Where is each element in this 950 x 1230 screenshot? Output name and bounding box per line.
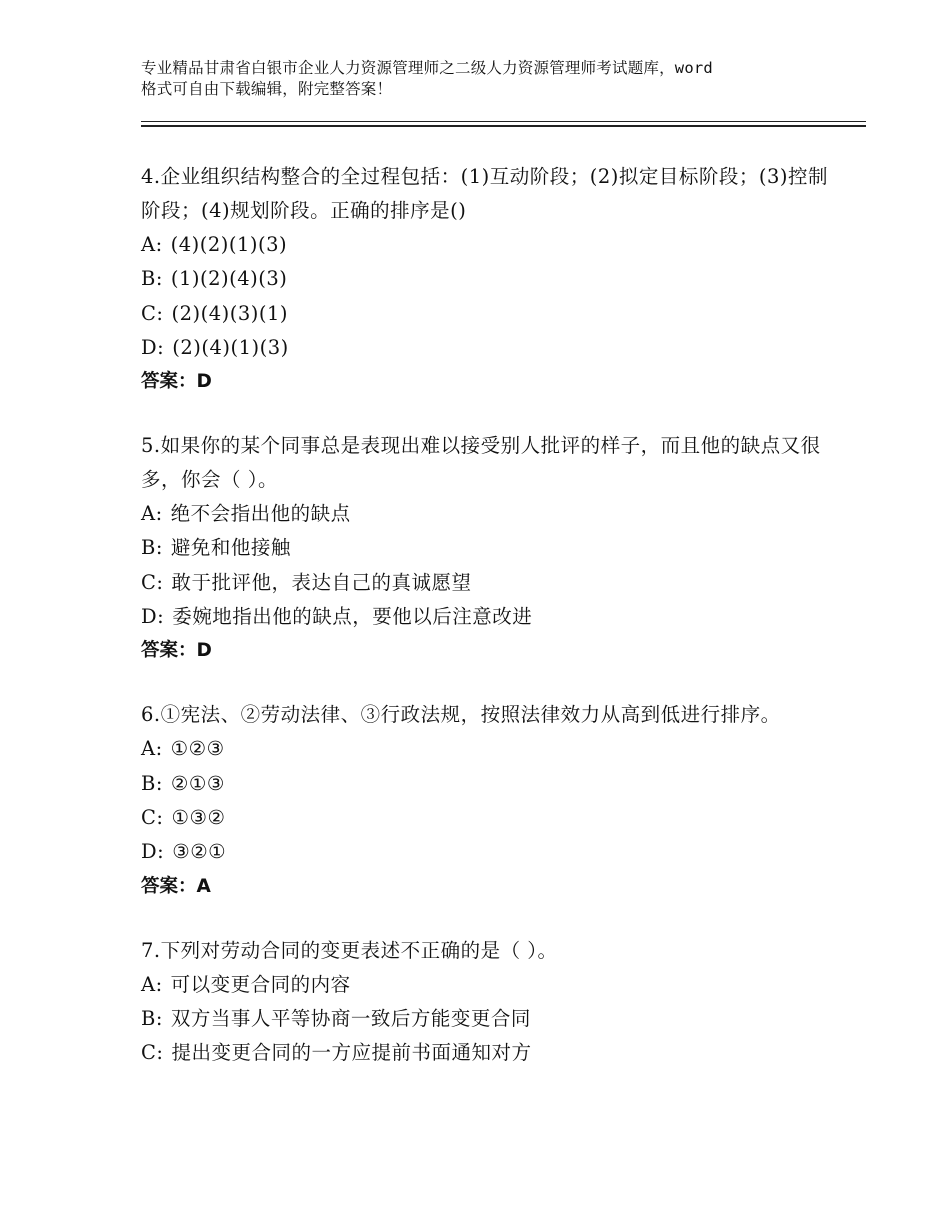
answer-option (141, 968, 841, 1002)
answer-label: 答案： (141, 371, 197, 393)
option-letter: B: (141, 1006, 163, 1030)
question-stem: 5.如果你的某个同事总是表现出难以接受别人批评的样子，而且他的缺点又很多，你会（ ）。 (141, 434, 821, 492)
option-letter: C: (141, 301, 164, 325)
option-letter: A: (141, 502, 163, 526)
answer-option (141, 732, 841, 766)
answer-option (141, 600, 841, 634)
option-letter: C: (141, 1041, 164, 1065)
option-letter: B: (141, 771, 163, 795)
option-text: 双方当事人平等协商一致后方能变更合同 (170, 1006, 531, 1030)
option-letter: C: (141, 570, 164, 594)
option-letter: B: (141, 536, 163, 560)
question-stem: 6.①宪法、②劳动法律、③行政法规，按照法律效力从高到低进行排序。 (141, 703, 781, 727)
option-text: ②①③ (170, 771, 225, 795)
option-text: 提出变更合同的一方应提前书面通知对方 (171, 1041, 532, 1065)
answer-option (141, 835, 841, 869)
option-text: (2)(4)(1)(3) (172, 335, 289, 359)
answer-option (141, 767, 841, 801)
question-block (141, 934, 841, 1071)
answer-option (141, 1036, 841, 1070)
option-letter: D: (141, 605, 165, 629)
answer-option (141, 331, 841, 365)
answer-option (141, 531, 841, 565)
option-text: 敢于批评他，表达自己的真诚愿望 (171, 570, 472, 594)
option-text: 可以变更合同的内容 (170, 972, 351, 996)
header-line-2: 格式可自由下载编辑，附完整答案！ (141, 80, 393, 98)
option-letter: C: (141, 805, 164, 829)
answer-option (141, 1002, 841, 1036)
option-letter: D: (141, 335, 165, 359)
answer-option (141, 801, 841, 835)
header-line-1: 专业精品甘肃省白银市企业人力资源管理师之二级人力资源管理师考试题库，word (141, 59, 713, 77)
answer-option (141, 228, 841, 262)
answer-line (141, 365, 841, 399)
option-text: 绝不会指出他的缺点 (170, 502, 351, 526)
document-header (141, 58, 841, 100)
answer-option (141, 262, 841, 296)
question-block (141, 160, 841, 399)
question-block (141, 698, 841, 903)
option-text: ③②① (172, 840, 227, 864)
header-divider-thick (141, 125, 866, 127)
answer-value: A (196, 875, 211, 897)
answer-option (141, 297, 841, 331)
option-text: (2)(4)(3)(1) (171, 301, 288, 325)
header-divider-thin (141, 121, 866, 122)
question-list (141, 160, 841, 1100)
answer-line (141, 870, 841, 904)
option-text: ①②③ (170, 737, 225, 761)
answer-label: 答案： (141, 875, 197, 897)
option-letter: A: (141, 737, 163, 761)
answer-value: D (196, 371, 212, 393)
option-letter: D: (141, 840, 165, 864)
option-text: (4)(2)(1)(3) (170, 233, 288, 256)
option-letter: A: (141, 233, 163, 256)
option-text: (1)(2)(4)(3) (170, 267, 288, 291)
option-letter: B: (141, 267, 163, 291)
question-stem: 7.下列对劳动合同的变更表述不正确的是（ ）。 (141, 938, 558, 962)
answer-option (141, 566, 841, 600)
answer-value: D (196, 640, 212, 662)
question-stem: 4.企业组织结构整合的全过程包括：(1)互动阶段；(2)拟定目标阶段；(3)控制阶段；(4)规划阶段。正确的排序是() (141, 165, 828, 222)
question-block (141, 429, 841, 668)
answer-line (141, 634, 841, 668)
option-text: ①③② (171, 805, 226, 829)
answer-label: 答案： (141, 640, 197, 662)
option-text: 避免和他接触 (170, 536, 291, 560)
option-text: 委婉地指出他的缺点，要他以后注意改进 (172, 605, 533, 629)
option-letter: A: (141, 972, 163, 996)
answer-option (141, 497, 841, 531)
